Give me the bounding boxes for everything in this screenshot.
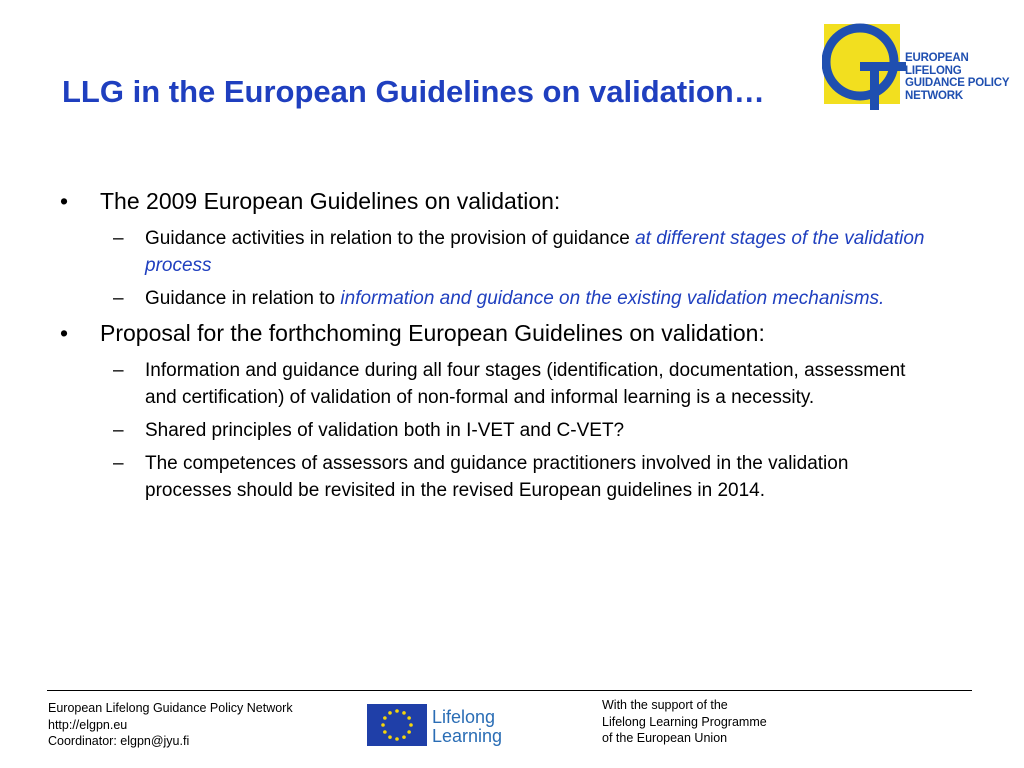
subbullet-text: Guidance in relation to bbox=[145, 288, 341, 309]
eu-star bbox=[409, 723, 413, 727]
subbullet-text: The competences of assessors and guidance practitioners involved in the validation processes should be revisited in the revised European guidelines in 2014. bbox=[145, 453, 849, 501]
footer-network-name: European Lifelong Guidance Policy Network bbox=[48, 701, 293, 715]
footer-support-line-2: Lifelong Learning Programme bbox=[602, 714, 767, 729]
eu-star bbox=[407, 716, 411, 720]
elgpn-logo-text bbox=[905, 52, 1024, 102]
footer-contact bbox=[48, 700, 293, 750]
subbullet-guidance-activities bbox=[60, 225, 940, 279]
eu-star bbox=[381, 723, 385, 727]
subbullet-guidance-relation bbox=[60, 285, 940, 312]
eu-star bbox=[407, 730, 411, 734]
subbullet-text: Guidance activities in relation to the provision of guidance bbox=[145, 228, 636, 249]
dash-marker: – bbox=[113, 360, 124, 381]
footer-support-line-1: With the support of the bbox=[602, 698, 728, 712]
eu-star bbox=[402, 735, 406, 739]
logo-line-1: EUROPEAN LIFELONG bbox=[905, 52, 969, 77]
eu-star bbox=[402, 711, 406, 715]
eu-star bbox=[383, 730, 387, 734]
subbullet-shared-principles bbox=[60, 417, 940, 444]
dash-marker: – bbox=[113, 420, 124, 441]
eu-star bbox=[395, 709, 399, 713]
subbullet-emphasis: at different stages of the validation process bbox=[145, 228, 925, 276]
subbullet-text: Shared principles of validation both in I-VET and C-VET? bbox=[145, 420, 625, 441]
footer-support bbox=[602, 697, 767, 747]
lifelong-logo-line-1: Lifelong bbox=[432, 707, 496, 727]
eu-star bbox=[388, 711, 392, 715]
footer-divider bbox=[47, 690, 972, 691]
subbullet-text: Information and guidance during all four stages (identification, documentation, assessment and certification) of validation of non-formal and informal learning is a necessity. bbox=[145, 360, 906, 408]
eu-flag-icon bbox=[367, 704, 427, 746]
bullet-marker: • bbox=[60, 320, 69, 346]
bullet-2009-guidelines bbox=[60, 186, 960, 217]
bullet-proposal bbox=[60, 318, 960, 349]
bullet-marker: • bbox=[60, 188, 69, 214]
dash-marker: – bbox=[113, 228, 124, 249]
footer-support-line-3: of the European Union bbox=[602, 731, 728, 745]
eu-star bbox=[383, 716, 387, 720]
logo-line-3: NETWORK bbox=[905, 89, 964, 102]
bullet-text: The 2009 European Guidelines on validation: bbox=[100, 188, 561, 214]
subbullet-four-stages bbox=[60, 357, 940, 411]
slide-title: LLG in the European Guidelines on validation… bbox=[62, 74, 765, 109]
eu-star bbox=[395, 737, 399, 741]
logo-line-2: GUIDANCE POLICY bbox=[905, 77, 1010, 89]
dash-marker: – bbox=[113, 453, 124, 474]
dash-marker: – bbox=[113, 288, 124, 309]
footer-coordinator: Coordinator: elgpn@jyu.fi bbox=[48, 734, 190, 748]
bullet-text: Proposal for the forthchoming European Guidelines on validation: bbox=[100, 320, 765, 346]
lifelong-logo-line-2: Learning bbox=[432, 726, 503, 746]
footer-url: http://elgpn.eu bbox=[48, 717, 128, 732]
bullet-list bbox=[60, 186, 960, 510]
eu-star bbox=[388, 735, 392, 739]
subbullet-emphasis: information and guidance on the existing validation mechanisms. bbox=[340, 288, 885, 309]
subbullet-competences bbox=[60, 450, 940, 504]
lifelong-learning-logo bbox=[432, 708, 502, 746]
